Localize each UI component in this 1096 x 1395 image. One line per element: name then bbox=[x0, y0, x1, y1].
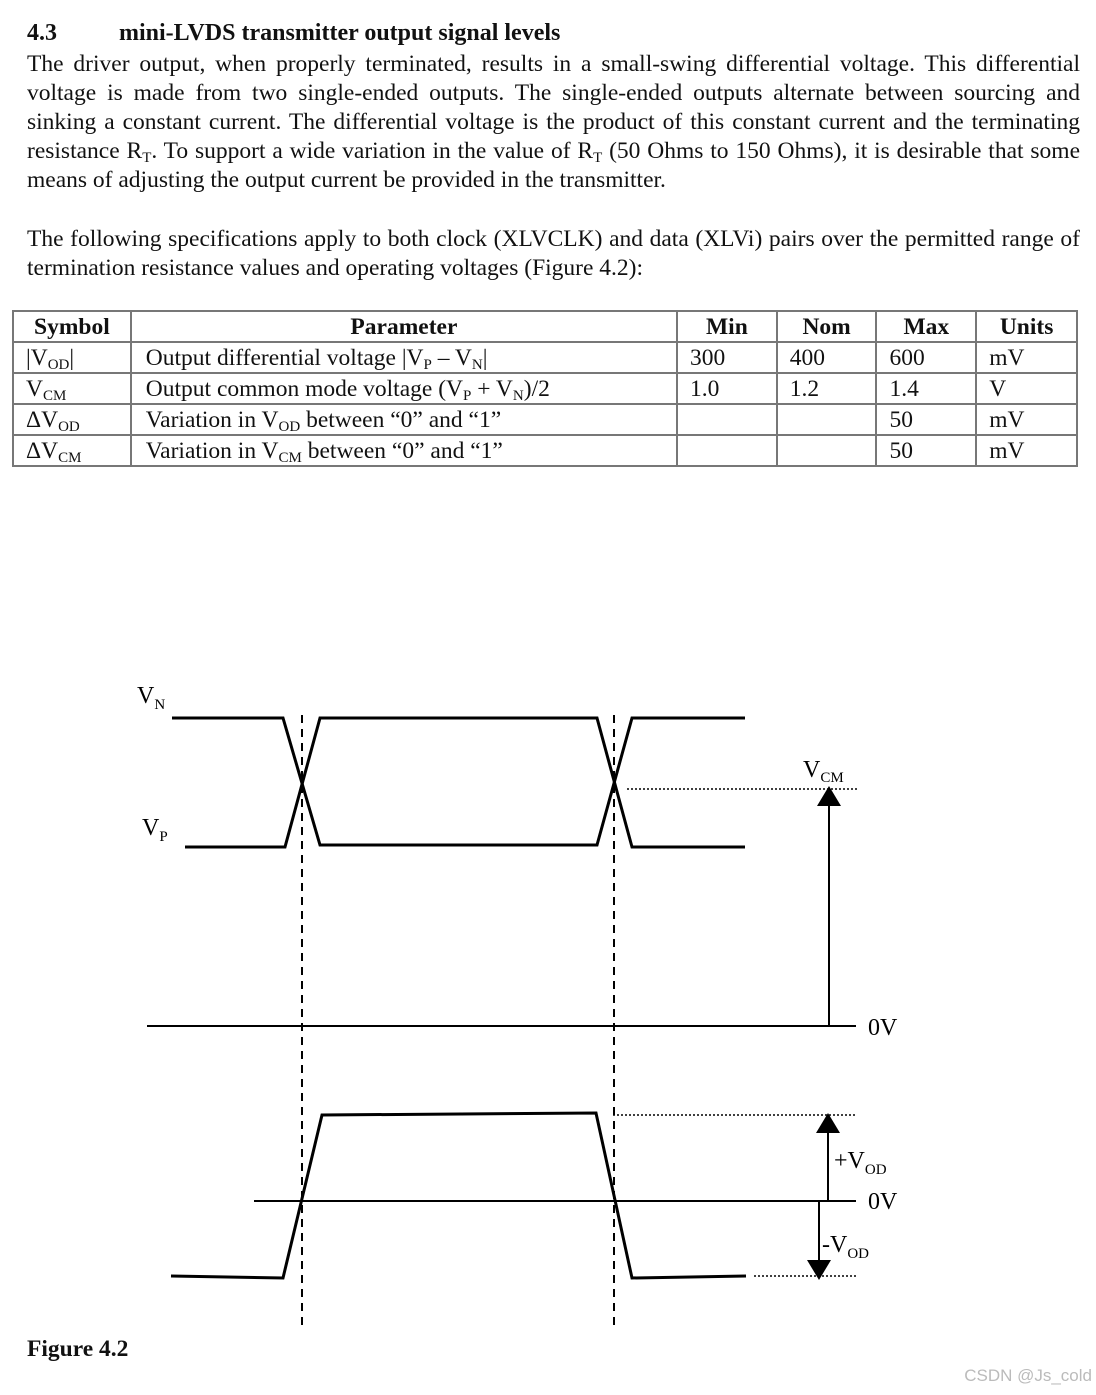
units-cell: mV bbox=[976, 342, 1077, 373]
min-cell bbox=[677, 435, 777, 466]
plus-vod-label: $+V_{OD}$ bbox=[834, 1148, 887, 1178]
parameter-cell: Output differential voltage $|V_P - V_N|$ bbox=[131, 342, 677, 373]
figure-caption: Figure 4.2 bbox=[27, 1336, 129, 1362]
header-max: Max bbox=[876, 311, 976, 342]
section-heading bbox=[27, 20, 560, 47]
parameter-cell: Output common mode voltage $(V_P + V_N)/2$ bbox=[131, 373, 677, 404]
vp-waveform bbox=[185, 718, 745, 847]
max-cell: 600 bbox=[876, 342, 976, 373]
min-cell: 300 bbox=[677, 342, 777, 373]
units-cell: V bbox=[976, 373, 1077, 404]
max-cell: 50 bbox=[876, 404, 976, 435]
parameter-cell: Variation in $V_{CM}$ between “0” and “1” bbox=[131, 435, 677, 466]
differential-waveform bbox=[171, 1113, 746, 1278]
table-row bbox=[13, 404, 1077, 435]
symbol-cell: $\Delta V_{CM}$ bbox=[13, 435, 131, 466]
max-cell: 1.4 bbox=[876, 373, 976, 404]
minus-vod-label: $-V_{OD}$ bbox=[822, 1232, 869, 1262]
header-min: Min bbox=[677, 311, 777, 342]
nom-cell bbox=[777, 435, 877, 466]
vcm-label: $V_{CM}$ bbox=[803, 757, 844, 786]
spec-intro-paragraph: The following specifications apply to both clock (XLVCLK) and data (XLVi) pairs over the permitted range of termination resistance values and operating voltages (Figure 4.2): bbox=[27, 226, 1080, 281]
section-title: mini-LVDS transmitter output signal levels bbox=[119, 20, 561, 46]
watermark: CSDN @Js_cold bbox=[964, 1366, 1092, 1385]
symbol-cell: $V_{CM}$ bbox=[13, 373, 131, 404]
max-cell: 50 bbox=[876, 435, 976, 466]
header-parameter: Parameter bbox=[131, 311, 677, 342]
units-cell: mV bbox=[976, 404, 1077, 435]
header-units: Units bbox=[976, 311, 1077, 342]
table-row bbox=[13, 373, 1077, 404]
nom-cell: 1.2 bbox=[777, 373, 877, 404]
units-cell: mV bbox=[976, 435, 1077, 466]
nom-cell: 400 bbox=[777, 342, 877, 373]
zero-volt-label-bottom: 0V bbox=[868, 1189, 898, 1215]
min-cell bbox=[677, 404, 777, 435]
parameter-cell: Variation in $V_{OD}$ between “0” and “1” bbox=[131, 404, 677, 435]
header-symbol: Symbol bbox=[13, 311, 131, 342]
vn-label: $V_N$ bbox=[137, 683, 166, 713]
symbol-cell: $\Delta V_{OD}$ bbox=[13, 404, 131, 435]
table-header-row bbox=[13, 311, 1077, 342]
min-cell: 1.0 bbox=[677, 373, 777, 404]
vp-label: $V_P$ bbox=[142, 815, 168, 845]
signal-diagram bbox=[0, 660, 1096, 1340]
nom-cell bbox=[777, 404, 877, 435]
zero-volt-label-top: 0V bbox=[868, 1015, 898, 1041]
section-number: 4.3 bbox=[27, 20, 57, 46]
header-nom: Nom bbox=[777, 311, 877, 342]
vn-waveform bbox=[172, 718, 745, 845]
table-row bbox=[13, 342, 1077, 373]
intro-paragraph: The driver output, when properly terminated, results in a small-swing differential voltage. This differential voltage is made from two single-ended outputs. The single-ended outputs alternate between sourcing and sinking a constant current. The differential voltage is the product of this constant current and the terminating resistance $R_T$. To support a wide variation in the value of $R_T$ (50 Ohms to 150 Ohms), it is desirable that some means of adjusting the output current be provided in the transmitter. bbox=[27, 51, 1080, 193]
symbol-cell: $|V_{OD}|$ bbox=[13, 342, 131, 373]
spec-table bbox=[12, 310, 1078, 467]
table-row bbox=[13, 435, 1077, 466]
